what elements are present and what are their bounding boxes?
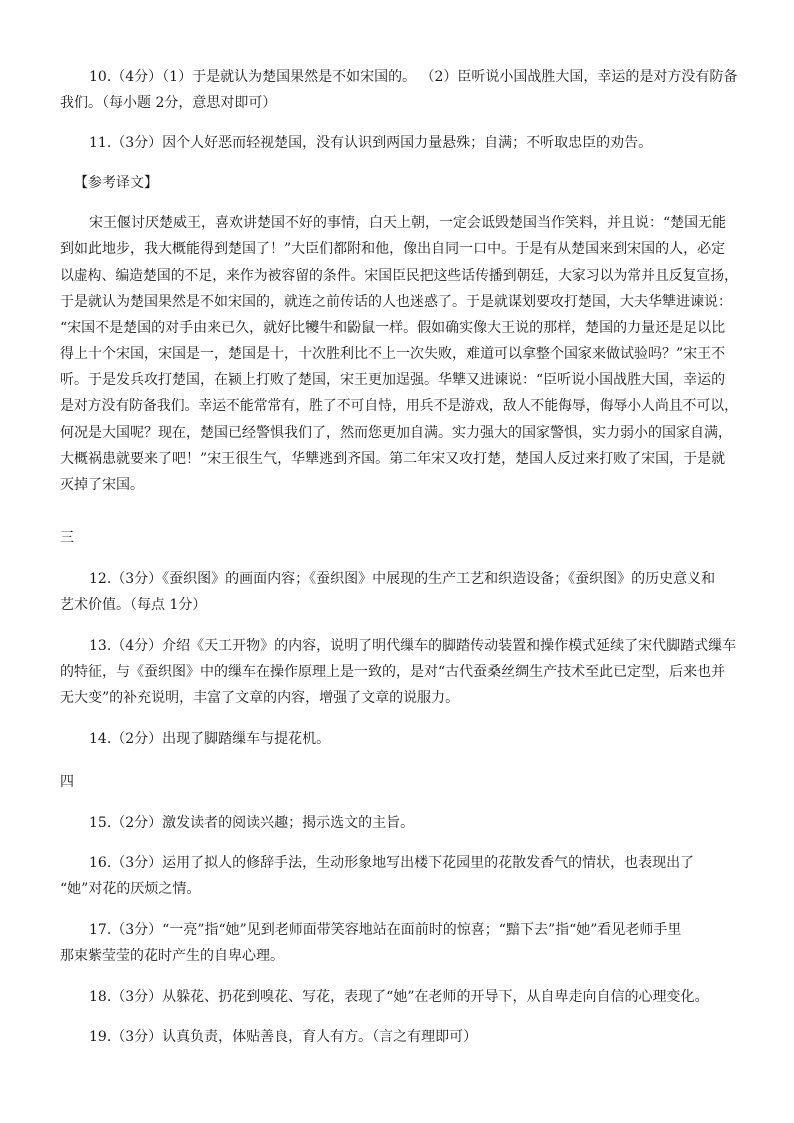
q12-line-1: 12.（3分）《蚕织图》的画面内容；《蚕织图》中展现的生产工艺和织造设备；《蚕织图》的历史意义和 <box>89 571 716 587</box>
translation-line: 大概祸患就要来了吧！”宋王很生气，华犨逃到齐国。第二年宋又攻打楚，楚国人反过来打败了宋国，于是就 <box>60 451 726 467</box>
q16-line-2: “她”对花的厌烦之情。 <box>60 881 201 897</box>
translation-heading: 【参考译文】 <box>74 175 158 191</box>
translation-line: “宋国不是楚国的对手由来已久，就好比犪牛和鼢鼠一样。假如确实像大王说的那样，楚国的力量还是足以比 <box>60 320 726 336</box>
translation-line: 宋王偃讨厌楚威王，喜欢讲楚国不好的事情，白天上朝，一定会诋毁楚国当作笑料，并且说：“楚国无能 <box>89 215 727 231</box>
q10-line-1: 10.（4分）（1）于是就认为楚国果然是不如宋国的。 （2）臣听说小国战胜大国，幸运的是对方没有防备 <box>89 69 738 85</box>
translation-line: 于是就认为楚国果然是不如宋国的，就连之前传话的人也迷惑了。于是就谋划要攻打楚国，大夫华犨进谏说： <box>60 294 732 310</box>
q13-line-2: 的特征，与《蚕织图》中的缫车在操作原理上是一致的，是对“古代蚕桑丝绸生产技术至此已定型，后来也并 <box>60 664 726 680</box>
translation-line: 到如此地步，我大概能得到楚国了！”大臣们都附和他，像出自同一口中。于是有从楚国来到宋国的人，必定 <box>60 241 726 257</box>
translation-line: 是对方没有防备我们。幸运不能常常有，胜了不可自恃，用兵不是游戏，敌人不能侮辱，侮辱小人尚且不可以， <box>60 398 738 414</box>
q17-line-2: 那束紫莹莹的花时产生的自卑心理。 <box>60 948 284 964</box>
section-label-3: 三 <box>60 530 74 546</box>
translation-line: 灭掉了宋国。 <box>60 477 144 493</box>
q13-line-3: 无大变”的补充说明，丰富了文章的内容，增强了文章的说服力。 <box>60 690 460 706</box>
q19-line-1: 19.（3分）认真负责，体贴善良，育人有方。（言之有理即可） <box>89 1029 478 1045</box>
translation-line: 以虚构、编造楚国的不足，来作为被容留的条件。宋国臣民把这些话传播到朝廷，大家习以为常并且反复宣扬， <box>60 268 738 284</box>
q16-line-1: 16.（3分）运用了拟人的修辞手法，生动形象地写出楼下花园里的花散发香气的情状，也表现出了 <box>89 855 695 871</box>
q14-line-1: 14.（2分）出现了脚踏缫车与提花机。 <box>89 731 331 747</box>
q11-line-1: 11.（3分）因个人好恶而轻视楚国，没有认识到两国力量悬殊；自满；不听取忠臣的劝告。 <box>89 135 653 151</box>
q12-line-2: 艺术价值。（每点 1分） <box>60 597 207 613</box>
translation-line: 何况是大国呢？现在，楚国已经警惧我们了，然而您更加自满。实力强大的国家警惧，实力弱小的国家自满， <box>60 425 732 441</box>
q13-line-1: 13.（4分）介绍《天工开物》的内容，说明了明代缫车的脚踏传动装置和操作模式延续了宋代脚踏式缫车 <box>89 638 737 654</box>
q17-line-1: 17.（3分）“一亮”指“她”见到老师面带笑容地站在面前时的惊喜；“黯下去”指“她”看见老师手里 <box>89 922 682 938</box>
q15-line-1: 15.（2分）激发读者的阅读兴趣；揭示选文的主旨。 <box>89 815 415 831</box>
translation-line: 听。于是发兵攻打楚国，在颍上打败了楚国，宋王更加逞强。华犨又进谏说：“臣听说小国战胜大国，幸运的 <box>60 372 726 388</box>
q18-line-1: 18.（3分）从躲花、扔花到嗅花、写花，表现了“她”在老师的开导下，从自卑走向自信的心理变化。 <box>89 989 709 1005</box>
section-label-4: 四 <box>60 774 74 790</box>
translation-line: 得上十个宋国，宋国是一，楚国是十，十次胜利比不上一次失败，难道可以拿整个国家来做试验吗？”宋王不 <box>60 346 726 362</box>
q10-line-2: 我们。（每小题 2分，意思对即可） <box>60 95 277 111</box>
